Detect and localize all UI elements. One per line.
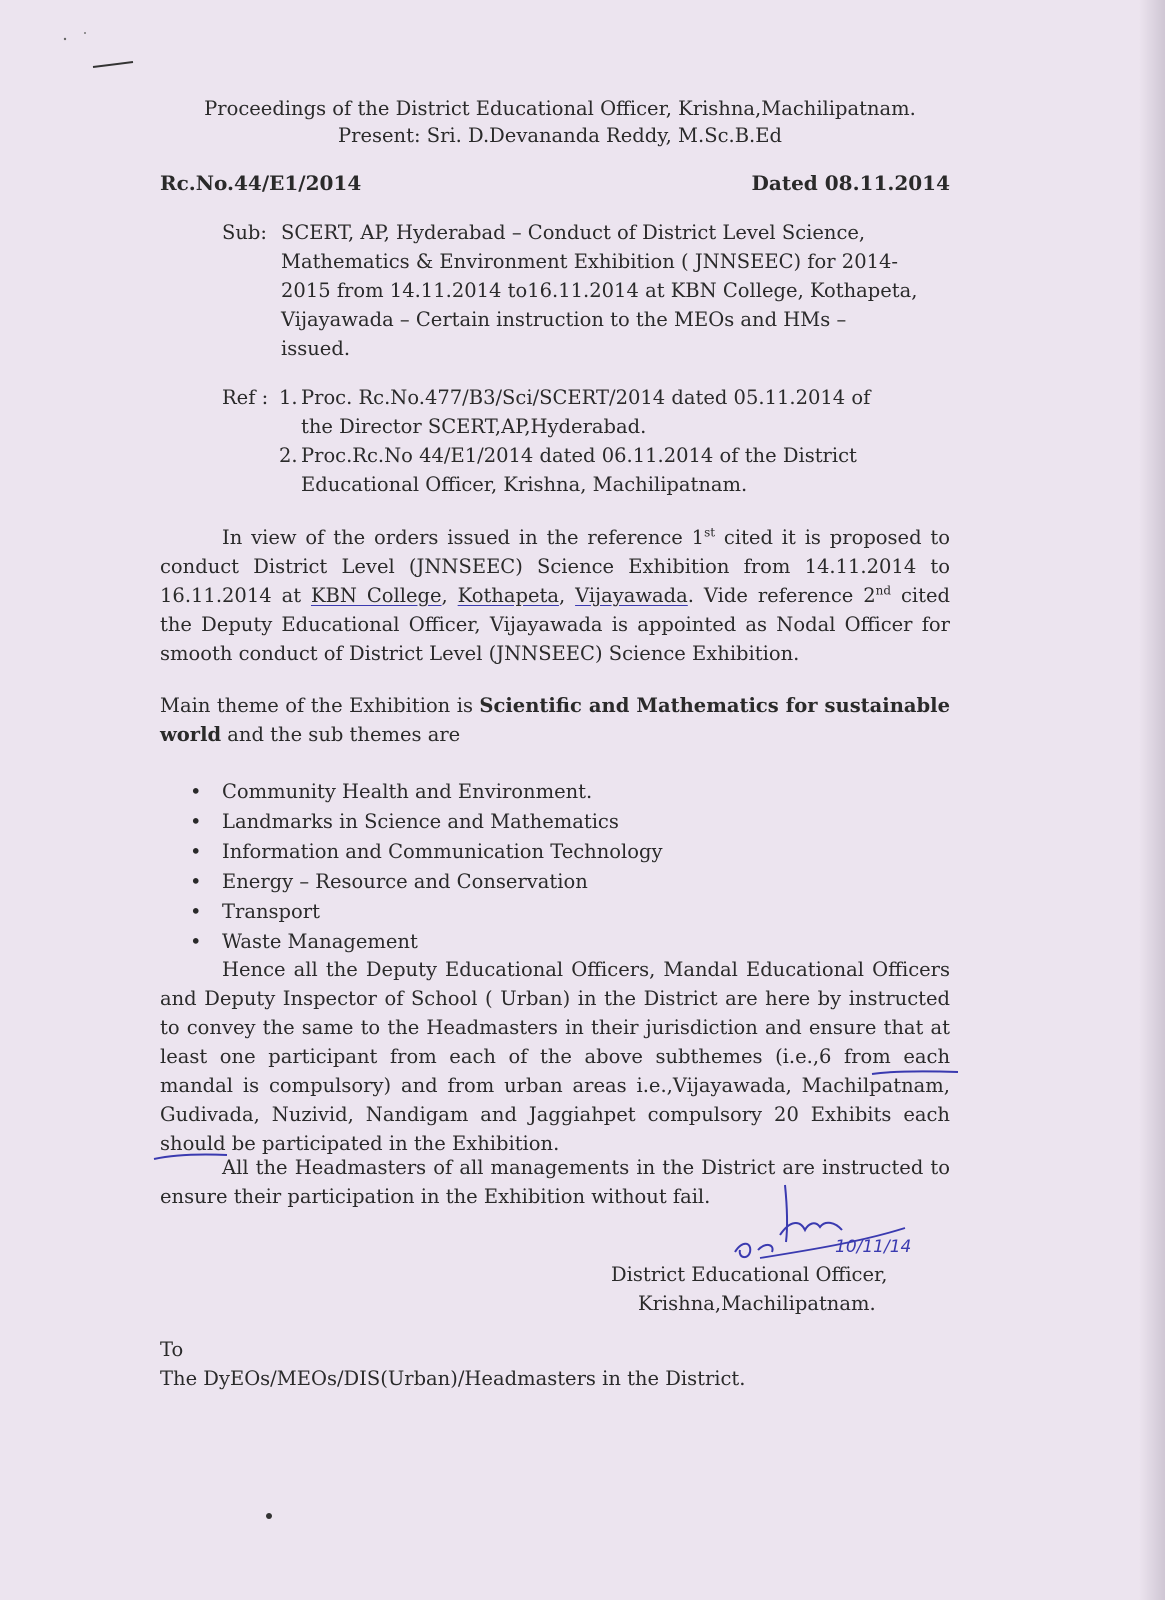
document-date: Dated 08.11.2014 — [751, 171, 950, 195]
rc-number: Rc.No.44/E1/2014 — [160, 171, 362, 195]
reference-item-number: 2. — [279, 444, 298, 467]
paragraph-text: Main theme of the Exhibition is — [160, 694, 480, 717]
list-item-text: Community Health and Environment. — [222, 780, 593, 803]
list-item — [190, 837, 890, 867]
scan-speck-mark — [55, 25, 145, 80]
pen-underline-mark — [870, 1066, 965, 1080]
recipient-list: The DyEOs/MEOs/DIS(Urban)/Headmasters in the District. — [160, 1367, 746, 1390]
header-line-2: Present: Sri. D.Devananda Reddy, M.Sc.B.Ed — [338, 124, 782, 147]
subthemes-list — [190, 777, 890, 957]
main-theme-title: Scientific and Mathematics for sustainable world — [160, 694, 950, 746]
signature-date: 10/11/14 — [835, 1237, 912, 1257]
subject-line: issued. — [281, 337, 351, 360]
signature-block — [611, 1260, 931, 1318]
signatory-title: District Educational Officer, — [611, 1263, 888, 1286]
reference-item-line: Educational Officer, Krishna, Machilipatnam. — [301, 473, 748, 496]
recipient-block — [160, 1335, 950, 1393]
paragraph-text: All the Headmasters of all managements in the District are instructed to ensure their participation in the Exhibition without fail. — [160, 1156, 950, 1208]
paragraph-text: cited the Deputy Educational Officer, Vijayawada is appointed as Nodal Officer for smooth conduct of District Level (JNNSEEC) Science Exhibition. — [160, 584, 951, 665]
subject-line: 2015 from 14.11.2014 to16.11.2014 at KBN College, Kothapeta, — [281, 279, 918, 302]
reference-label: Ref : — [222, 386, 269, 409]
list-item — [190, 777, 890, 807]
paragraph-main-theme — [160, 691, 950, 749]
underlined-city: Vijayawada — [575, 584, 688, 607]
paragraph-text: and the sub themes are — [221, 723, 461, 746]
paragraph-text: In view of the orders issued in the reference 1 — [222, 526, 705, 549]
underlined-locality: Kothapeta — [457, 584, 559, 607]
bullet-icon: • — [190, 900, 202, 923]
to-label: To — [160, 1338, 184, 1361]
superscript: nd — [875, 583, 892, 598]
reference-number-line — [160, 171, 950, 195]
paragraph-text: Hence all the Deputy Educational Officers, Mandal Educational Officers and Deputy Inspector of School ( Urban) in the District are here by instructed to convey the same to the Headmasters in their jurisdiction and ensure that at least one participant from each of the above subthemes (i.e.,6 from each mandal is compulsory) and from urban areas i.e.,Vijayawada, Machilpatnam, Gudivada, Nuzivid, Nandigam and Jaggiahpet compulsory 20 Exhibits each should be participated in the Exhibition. — [160, 958, 950, 1155]
header-line-1: Proceedings of the District Educational Officer, Krishna,Machilipatnam. — [204, 97, 916, 120]
bullet-icon: • — [190, 870, 202, 893]
subject-section — [222, 218, 957, 363]
reference-section — [222, 383, 957, 499]
ink-spot-mark — [264, 1511, 274, 1523]
page-edge-shadow — [1139, 0, 1165, 1600]
list-item-text: Transport — [222, 900, 320, 923]
reference-item-line: the Director SCERT,AP,Hyderabad. — [301, 415, 647, 438]
list-item-text: Landmarks in Science and Mathematics — [222, 810, 619, 833]
subject-label: Sub: — [222, 221, 267, 244]
bullet-icon: • — [190, 780, 202, 803]
list-item — [190, 897, 890, 927]
subject-line: Vijayawada – Certain instruction to the MEOs and HMs – — [281, 308, 847, 331]
list-item-text: Energy – Resource and Conservation — [222, 870, 588, 893]
signatory-office: Krishna,Machilipatnam. — [638, 1292, 876, 1315]
paragraph-instructions — [160, 955, 950, 1158]
paragraph-text: cited it is proposed to conduct District Level (JNNSEEC) Science Exhibition from 14.11.2014 to 16.11.2014 at — [160, 526, 950, 607]
reference-item-line: Proc. Rc.No.477/B3/Sci/SCERT/2014 dated 05.11.2014 of — [301, 386, 871, 409]
document-header — [0, 95, 1165, 149]
reference-item-1 — [279, 383, 957, 441]
reference-item-line: Proc.Rc.No 44/E1/2014 dated 06.11.2014 of the District — [301, 444, 857, 467]
subject-line: Mathematics & Environment Exhibition ( JNNSEEC) for 2014- — [281, 250, 899, 273]
list-item — [190, 867, 890, 897]
subject-line: SCERT, AP, Hyderabad – Conduct of District Level Science, — [281, 221, 866, 244]
pen-underline-mark — [152, 1150, 232, 1164]
paragraph-text: . Vide reference 2 — [687, 584, 876, 607]
paragraph-text: , — [558, 584, 576, 607]
superscript: st — [704, 525, 716, 540]
list-item-text: Information and Communication Technology — [222, 840, 663, 863]
bullet-icon: • — [190, 930, 202, 953]
paragraph-introduction — [160, 523, 950, 668]
underlined-venue: KBN College — [310, 584, 442, 607]
list-item — [190, 927, 890, 957]
list-item-text: Waste Management — [222, 930, 418, 953]
paragraph-text: , — [441, 584, 458, 607]
bullet-icon: • — [190, 840, 202, 863]
reference-item-number: 1. — [279, 386, 298, 409]
list-item — [190, 807, 890, 837]
reference-item-2 — [279, 441, 957, 499]
bullet-icon: • — [190, 810, 202, 833]
